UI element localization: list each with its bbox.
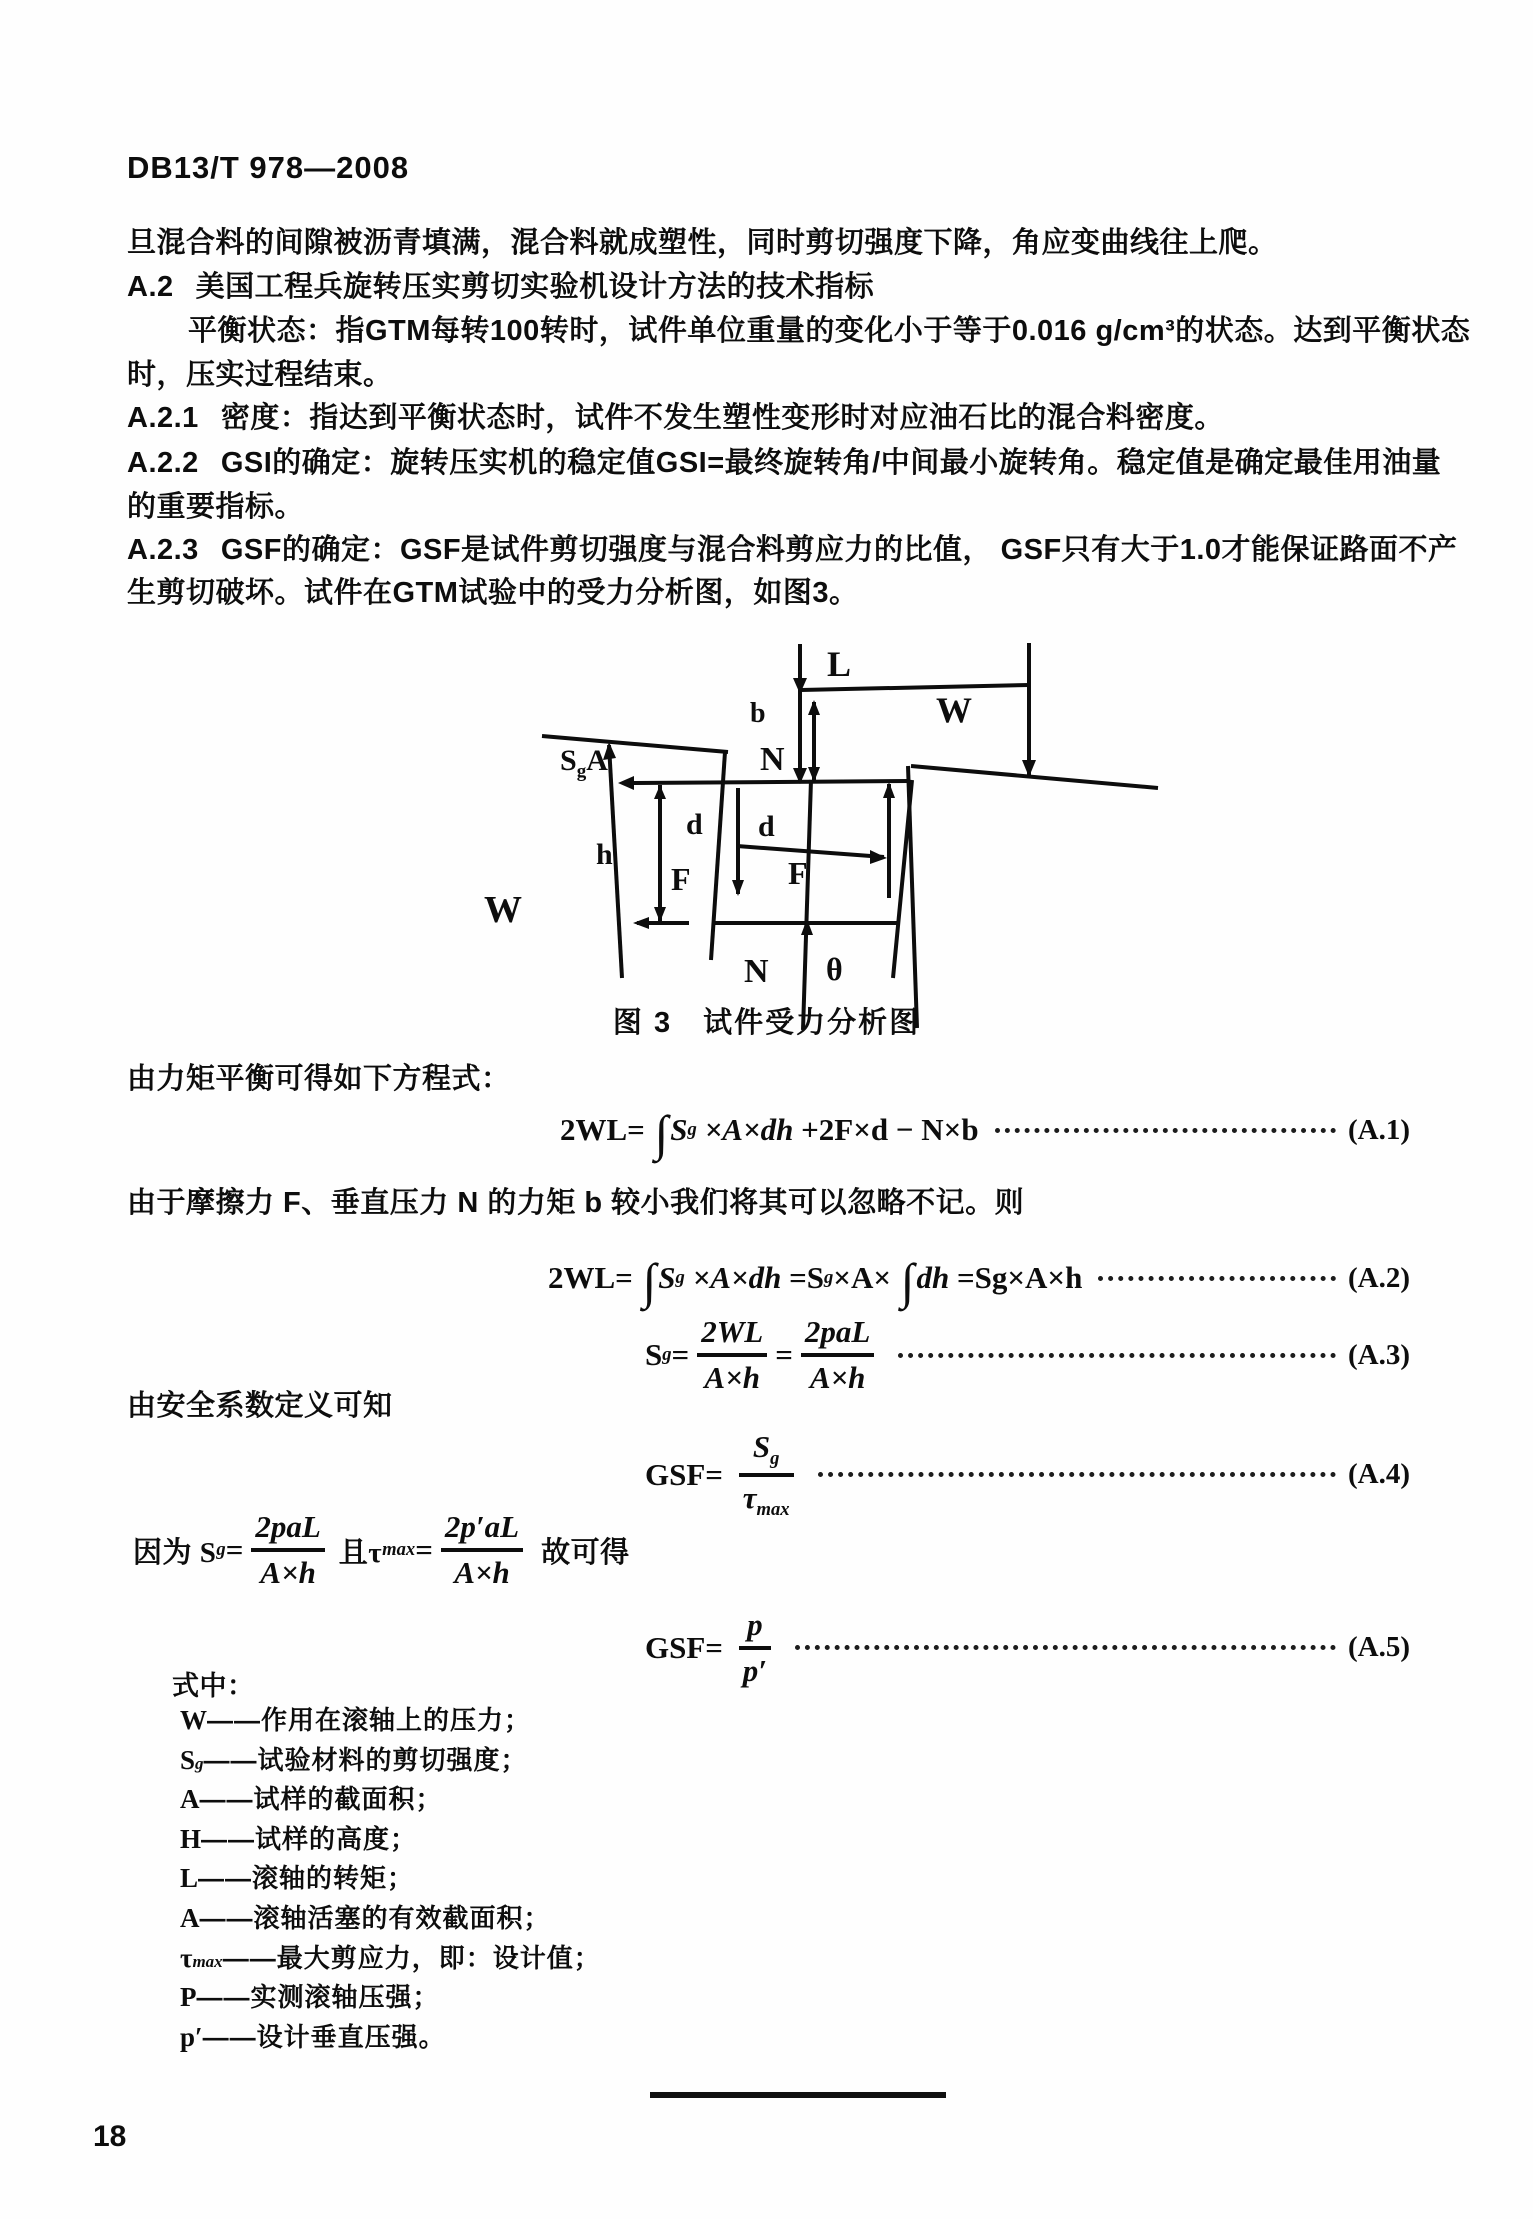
definition-row: τ max ——最大剪应力，即：设计值；	[180, 1942, 601, 1973]
because-eq1: =	[225, 1532, 244, 1567]
figure-force-diagram	[380, 630, 1170, 1030]
definition-row: L ——滚轴的转矩；	[180, 1863, 415, 1894]
dotted-leader	[795, 1645, 1336, 1650]
label-d-left: d	[686, 808, 703, 841]
definition-row: H ——试样的高度；	[180, 1823, 418, 1854]
because-line	[133, 1495, 630, 1605]
section-a2-heading	[127, 264, 874, 305]
equation-a1: 2WL= ∫ S g ×A×dh +2F×d − N×b (A.1)	[560, 1105, 1410, 1161]
eq-a2-lhs: 2WL=	[548, 1260, 641, 1295]
equation-a2: 2WL= ∫ S g ×A×dh =S g ×A× ∫ dh =Sg×A×h (A.2)	[548, 1253, 1410, 1309]
center-axis-tilted-line	[803, 780, 811, 1030]
eq-a2-label: (A.2)	[1347, 1261, 1410, 1294]
arrow-left-ftick-icon	[633, 917, 649, 929]
eq-a5-lhs: GSF=	[645, 1629, 731, 1665]
fraction	[739, 1607, 771, 1688]
because-pre-sub: g	[216, 1539, 226, 1560]
arrow-up-fleft-icon	[654, 785, 666, 799]
fraction-bar	[697, 1353, 767, 1357]
label-W-top: W	[936, 690, 972, 730]
eq-a3-lhs-sub: g	[662, 1344, 672, 1365]
eq-a1-tail: +2F×d − N×b	[801, 1112, 979, 1147]
arrow-down-fleft-icon	[654, 907, 666, 922]
definition-row: S g ——试验材料的剪切强度；	[180, 1744, 528, 1775]
fraction-bar	[801, 1353, 874, 1357]
safety-intro-line: 由安全系数定义可知	[127, 1390, 393, 1422]
arrow-right-d-icon	[870, 850, 887, 864]
eq-a3-f1-num: 2WL	[701, 1314, 764, 1350]
fraction	[739, 1429, 794, 1520]
eq-a4-label: (A.4)	[1347, 1458, 1410, 1490]
neglect-line: 由于摩擦力 F、垂直压力 N 的力矩 b 较小我们将其可以忽略不记。则	[127, 1187, 1025, 1219]
label-d-right: d	[758, 810, 775, 843]
moment-intro-line: 由力矩平衡可得如下方程式：	[127, 1063, 511, 1095]
fraction	[697, 1314, 767, 1395]
definitions-list	[180, 1700, 601, 2056]
arrow-left-specimen-top-icon	[618, 776, 634, 790]
eq-a5-den: p′	[742, 1652, 767, 1688]
clause-a22-text1: GSI的确定：旋转压实机的稳定值GSI=最终旋转角/中间最小旋转角。稳定值是确定最佳用油量	[220, 447, 1442, 479]
because-f2-den: A×h	[454, 1555, 510, 1590]
eq-a3-label: (A.3)	[1347, 1338, 1410, 1371]
right-wall-outer-line	[908, 766, 917, 1028]
because-mid-sub: max	[382, 1539, 416, 1560]
page-number: 18	[93, 2120, 127, 2153]
because-f1-den: A×h	[260, 1555, 316, 1590]
because-f2-num: 2p′aL	[444, 1509, 520, 1545]
eq-a2-body1: ×A×dh	[684, 1260, 790, 1295]
because-pre: 因为 S	[133, 1536, 217, 1569]
label-W-left: W	[484, 889, 522, 931]
clause-a23-line1	[127, 527, 1458, 568]
label-N-top: N	[760, 741, 785, 778]
because-f1-num: 2paL	[255, 1509, 321, 1545]
section-a2-number: A.2	[127, 271, 174, 303]
eq-a4-lhs: GSF=	[645, 1456, 731, 1492]
eq-a2-mid: =S	[789, 1260, 824, 1295]
paragraph-intro: 旦混合料的间隙被沥青填满，混合料就成塑性，同时剪切强度下降，角应变曲线往上爬。	[127, 227, 1278, 259]
eq-a1-lhs: 2WL=	[560, 1112, 653, 1147]
eq-a2-body3: dh	[916, 1260, 957, 1295]
eq-a1-body: ×A×dh	[696, 1112, 802, 1147]
equation-a4	[645, 1412, 1410, 1537]
because-post: 故可得	[541, 1536, 630, 1569]
clause-a21-number: A.2.1	[127, 402, 199, 434]
fraction-bar	[251, 1548, 324, 1552]
eq-a1-label: (A.1)	[1347, 1113, 1410, 1146]
fraction-bar	[739, 1646, 771, 1650]
figure-caption: 图 3 试件受力分析图	[612, 1007, 921, 1039]
fraction	[441, 1509, 523, 1590]
paragraph-balance-line1: 平衡状态：指GTM每转100转时，试件单位重量的变化小于等于0.016 g/cm³的状态。达到平衡状态	[188, 315, 1471, 347]
label-N-bottom: N	[744, 953, 769, 990]
clause-a23-number: A.2.3	[127, 534, 199, 566]
eq-a3-f1-den: A×h	[704, 1360, 761, 1395]
fraction	[251, 1509, 324, 1590]
clause-a22-number: A.2.2	[127, 447, 199, 479]
dotted-leader	[995, 1128, 1336, 1133]
eq-a5-num: p	[747, 1606, 763, 1642]
clause-a23-text1: GSF的确定：GSF是试件剪切强度与混合料剪应力的比值， GSF只有大于1.0才能保证路面不产	[220, 534, 1458, 566]
because-eq2: =	[415, 1532, 433, 1567]
top-plate-right-line	[911, 766, 1158, 788]
where-label: 式中：	[172, 1671, 255, 1701]
eq-a2-s-sub: g	[675, 1267, 685, 1288]
arrow-down-f-inner-icon	[732, 880, 744, 896]
label-theta: θ	[826, 951, 843, 987]
eq-a3-f2-den: A×h	[809, 1360, 866, 1395]
eq-a3-f2-num: 2paL	[804, 1314, 871, 1350]
eq-a1-s: S	[670, 1112, 688, 1147]
clause-a22-line2: 的重要指标。	[127, 491, 305, 523]
definition-row: W ——作用在滚轴上的压力；	[180, 1705, 532, 1735]
dotted-leader	[818, 1472, 1336, 1477]
label-h: h	[596, 838, 613, 871]
specimen-top-edge	[634, 781, 910, 783]
eq-a4-num: $S_g$	[752, 1429, 780, 1470]
footer-divider	[650, 2092, 946, 2098]
definition-row: p′ ——设计垂直压强。	[180, 2021, 446, 2052]
diagram-lines	[542, 643, 1158, 1030]
l-dimension-line	[801, 685, 1029, 690]
definition-row: P ——实测滚轴压强；	[180, 1982, 440, 2013]
eq-a3-eq2: =	[775, 1337, 793, 1372]
label-F-left: F	[671, 861, 691, 897]
eq-a2-body2: ×A×	[833, 1260, 899, 1295]
dotted-leader	[1098, 1276, 1336, 1281]
clause-a21-text: 密度：指达到平衡状态时，试件不发生塑性变形时对应油石比的混合料密度。	[220, 402, 1224, 434]
equation-a3	[645, 1300, 1410, 1410]
eq-a4-den: $\tau_{max}$	[742, 1479, 790, 1520]
arrow-up-b-icon	[808, 700, 820, 715]
label-L: L	[827, 644, 852, 684]
section-a2-title: 美国工程兵旋转压实剪切实验机设计方法的技术指标	[195, 271, 875, 303]
fraction	[801, 1314, 874, 1395]
standard-code-header: DB13/T 978—2008	[127, 150, 410, 185]
fraction-bar	[739, 1473, 794, 1477]
arrow-up-f-inner-icon	[883, 782, 895, 798]
eq-a2-tail: =Sg×A×h	[956, 1260, 1083, 1295]
label-b: b	[750, 698, 766, 729]
label-SgA: $S_gA$	[560, 744, 608, 782]
fraction-bar	[441, 1548, 523, 1552]
eq-a3-lhs: S	[645, 1337, 663, 1372]
because-mid: 且τ	[338, 1536, 383, 1569]
paragraph-balance-line2: 时，压实过程结束。	[127, 359, 393, 391]
eq-a5-label: (A.5)	[1347, 1631, 1410, 1663]
clause-a22-line1	[127, 440, 1441, 481]
eq-a3-eq: =	[671, 1337, 690, 1372]
equation-a5	[645, 1585, 1410, 1710]
label-F-right: F	[788, 855, 808, 891]
clause-a21	[127, 395, 1224, 436]
dotted-leader	[898, 1353, 1336, 1358]
eq-a1-s-sub: g	[687, 1119, 697, 1140]
definition-row: A ——滚轴活塞的有效截面积；	[180, 1902, 551, 1933]
definition-row: A ——试样的截面积；	[180, 1784, 443, 1815]
eq-a2-mid-sub: g	[824, 1267, 834, 1288]
clause-a23-line2: 生剪切破坏。试件在GTM试验中的受力分析图，如图3。	[127, 577, 859, 609]
eq-a2-s: S	[658, 1260, 676, 1295]
